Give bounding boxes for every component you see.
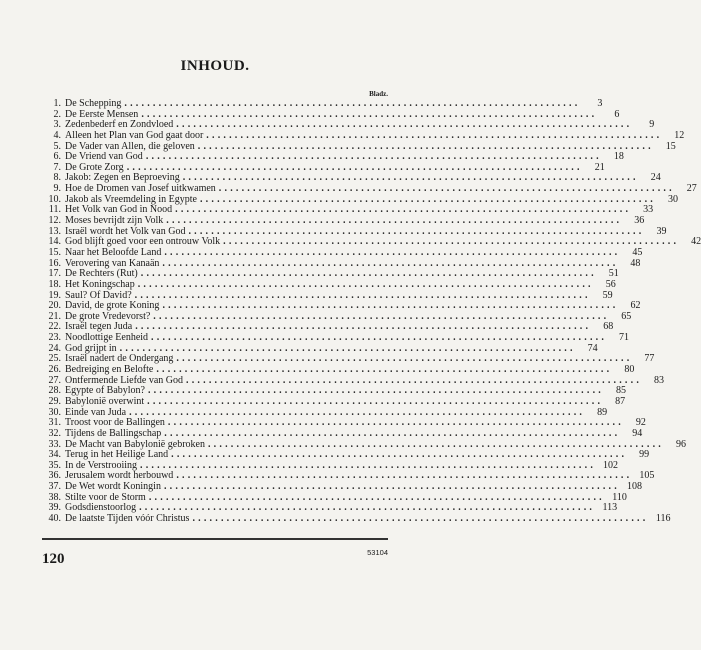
- toc-entry-number: 8.: [53, 172, 61, 184]
- toc-entry-page: 110: [612, 491, 627, 503]
- dot-leader: ................................................................................: [145, 151, 602, 163]
- dot-leader: ................................................................................: [140, 459, 597, 471]
- toc-entry-number: 18.: [48, 278, 61, 290]
- toc-entry-number: 19.: [48, 289, 61, 301]
- toc-entry-page: 27: [686, 183, 697, 195]
- toc-entry-page: 33: [643, 204, 654, 216]
- toc-entry-number: 29.: [48, 395, 61, 407]
- dot-leader: ................................................................................: [141, 108, 598, 120]
- toc-entry-title: Israël nadert de Ondergang: [65, 353, 174, 365]
- toc-entry-title: De Wet wordt Koningin: [65, 481, 161, 493]
- toc-entry-page: 83: [654, 374, 665, 386]
- toc-entry-page: 59: [602, 289, 613, 301]
- toc-entry-title: De grote Vredevorst?: [65, 310, 151, 322]
- dot-leader: ................................................................................: [166, 215, 623, 227]
- toc-entry-number: 20.: [48, 300, 61, 312]
- toc-entry-number: 35.: [48, 459, 61, 471]
- toc-entry-number: 39.: [48, 502, 61, 514]
- toc-entry-page: 62: [630, 300, 641, 312]
- toc-entry-title: Het Koningschap: [65, 278, 135, 290]
- toc-entry-page: 99: [639, 449, 650, 461]
- toc-entry-page: 94: [632, 427, 643, 439]
- toc-entry-title: De Grote Zorg: [65, 161, 124, 173]
- toc-entry: [42, 278, 616, 291]
- toc-entry-page: 65: [621, 310, 632, 322]
- toc-entry-title: Einde van Juda: [65, 406, 127, 418]
- dot-leader: ................................................................................: [129, 406, 586, 418]
- toc-entry-title: Terug in het Heilige Land: [65, 449, 169, 461]
- toc-entry-page: 96: [675, 438, 686, 450]
- dot-leader: ................................................................................: [163, 481, 620, 493]
- dot-leader: ................................................................................: [148, 491, 605, 503]
- toc-entry-title: Ontfermende Liefde van God: [65, 374, 184, 386]
- toc-entry-title: Stilte voor de Storm: [65, 491, 146, 503]
- dot-leader: ................................................................................: [156, 364, 613, 376]
- table-of-contents: [42, 98, 701, 525]
- toc-entry-title: Moses bevrijdt zijn Volk: [65, 215, 164, 227]
- toc-entry-number: 14.: [48, 236, 61, 248]
- toc-entry-title: Israël wordt het Volk van God: [65, 225, 186, 237]
- toc-entry-title: Babylonië overwint: [65, 395, 145, 407]
- toc-entry-number: 2.: [53, 108, 61, 120]
- dot-leader: ................................................................................: [186, 374, 643, 386]
- dot-leader: ................................................................................: [176, 119, 633, 131]
- toc-entry-page: 89: [597, 406, 608, 418]
- toc-entry-number: 25.: [48, 353, 61, 365]
- toc-entry-number: 15.: [48, 246, 61, 258]
- dot-leader: ................................................................................: [147, 395, 604, 407]
- toc-entry-number: 1.: [53, 98, 61, 109]
- toc-entry-title: Jakob als Vreemdeling in Egypte: [65, 193, 197, 205]
- toc-entry-title: Jakob: Zegen en Beproeving: [65, 172, 180, 184]
- toc-entry-number: 10.: [48, 193, 61, 205]
- toc-entry-page: 102: [603, 459, 619, 471]
- toc-entry-number: 37.: [48, 481, 61, 493]
- toc-entry-page: 77: [644, 353, 655, 365]
- toc-entry-title: De Vriend van God: [65, 151, 143, 163]
- toc-entry-title: Hoe de Dromen van Josef uitkwamen: [65, 183, 216, 195]
- dot-leader: ................................................................................: [124, 98, 581, 109]
- dot-leader: ................................................................................: [151, 332, 608, 344]
- toc-entry-title: Het Volk van God in Nood: [65, 204, 173, 216]
- toc-entry-title: God blijft goed voor een ontrouw Volk: [65, 236, 221, 248]
- toc-entry-number: 21.: [48, 310, 61, 322]
- toc-entry-page: 36: [634, 215, 645, 227]
- toc-entry-title: Egypte of Babylon?: [65, 385, 145, 397]
- toc-entry-number: 38.: [48, 491, 61, 503]
- dot-leader: ................................................................................: [199, 193, 656, 205]
- toc-entry-number: 5.: [53, 140, 61, 152]
- dot-leader: ................................................................................: [176, 353, 633, 365]
- page-column-header: Bladz.: [369, 90, 388, 98]
- toc-entry-page: 116: [655, 512, 671, 524]
- toc-entry-title: Israël tegen Juda: [65, 321, 133, 333]
- dot-leader: ................................................................................: [164, 246, 621, 258]
- toc-entry-title: Verovering van Kanaän: [65, 257, 160, 269]
- toc-entry-page: 74: [587, 342, 598, 354]
- toc-entry-number: 27.: [48, 374, 61, 386]
- toc-entry-title: David, de grote Koning: [65, 300, 160, 312]
- toc-entry-number: 33.: [48, 438, 61, 450]
- toc-entry-page: 108: [626, 481, 642, 493]
- toc-entry-page: 9: [649, 119, 655, 131]
- toc-entry-page: 30: [667, 193, 678, 205]
- toc-entry-title: De Schepping: [65, 98, 122, 109]
- page-number: 120: [42, 551, 65, 567]
- dot-leader: ................................................................................: [175, 204, 632, 216]
- dot-leader: ................................................................................: [223, 236, 680, 248]
- toc-entry-page: 87: [615, 395, 626, 407]
- toc-entry-title: Tijdens de Ballingschap: [65, 427, 162, 439]
- toc-entry-page: 45: [632, 246, 643, 258]
- dot-leader: ................................................................................: [119, 342, 576, 354]
- toc-entry-number: 6.: [53, 151, 61, 163]
- toc-entry-number: 32.: [48, 427, 61, 439]
- print-code: 53104: [367, 548, 388, 557]
- toc-entry-page: 48: [630, 257, 641, 269]
- toc-entry-page: 51: [608, 268, 619, 280]
- toc-entry-title: De Eerste Mensen: [65, 108, 139, 120]
- toc-entry-number: 24.: [48, 342, 61, 354]
- toc-entry-number: 34.: [48, 449, 61, 461]
- toc-entry-page: 68: [603, 321, 614, 333]
- toc-entry-page: 105: [639, 470, 655, 482]
- toc-entry-title: Alleen het Plan van God gaat door: [65, 129, 204, 141]
- toc-entry-page: 42: [691, 236, 701, 248]
- dot-leader: ................................................................................: [192, 512, 649, 524]
- toc-entry-title: In de Verstrooiing: [65, 459, 138, 471]
- toc-entry-title: De Vader van Allen, die geloven: [65, 140, 195, 152]
- toc-entry: [42, 129, 685, 142]
- toc-entry-title: Jerusalem wordt herbouwd: [65, 470, 174, 482]
- toc-entry-title: Saul? Of David?: [65, 289, 132, 301]
- toc-entry-page: 6: [614, 108, 620, 120]
- dot-leader: ................................................................................: [135, 321, 592, 333]
- toc-entry-number: 36.: [48, 470, 61, 482]
- toc-entry-title: God grijpt in: [65, 342, 117, 354]
- toc-entry-page: 3: [597, 98, 603, 109]
- toc-entry-title: De laatste Tijden vóór Christus: [65, 512, 190, 524]
- toc-entry-number: 9.: [53, 183, 61, 195]
- dot-leader: ................................................................................: [139, 502, 596, 514]
- toc-entry-page: 71: [619, 332, 630, 344]
- toc-entry-page: 24: [650, 172, 661, 184]
- toc-entry-title: Godsdienstoorlog: [65, 502, 137, 514]
- toc-entry: [42, 427, 643, 440]
- toc-entry-title: De Macht van Babylonië gebroken: [65, 438, 205, 450]
- toc-entry-page: 92: [635, 417, 646, 429]
- toc-entry-page: 12: [674, 129, 685, 141]
- toc-entry-number: 3.: [53, 119, 61, 131]
- toc-entry-page: 15: [665, 140, 676, 152]
- toc-entry-title: Bedreiging en Belofte: [65, 364, 154, 376]
- footer-rule: [42, 538, 388, 540]
- toc-entry-title: Troost voor de Ballingen: [65, 417, 165, 429]
- dot-leader: ................................................................................: [176, 470, 633, 482]
- toc-entry: [42, 512, 671, 525]
- dot-leader: ................................................................................: [197, 140, 654, 152]
- dot-leader: ................................................................................: [137, 278, 594, 290]
- toc-entry-number: 22.: [48, 321, 61, 333]
- dot-leader: ................................................................................: [140, 268, 597, 280]
- toc-entry-number: 7.: [53, 161, 61, 173]
- toc-entry-page: 21: [594, 161, 605, 173]
- toc-entry-page: 39: [656, 225, 667, 237]
- toc-entry-title: Noodlottige Eenheid: [65, 332, 149, 344]
- dot-leader: ................................................................................: [153, 310, 610, 322]
- toc-entry: [42, 246, 643, 259]
- dot-leader: ................................................................................: [162, 300, 619, 312]
- toc-entry-number: 23.: [48, 332, 61, 344]
- dot-leader: ................................................................................: [207, 438, 664, 450]
- toc-entry-title: Naar het Beloofde Land: [65, 246, 162, 258]
- toc-entry-title: De Rechters (Rut): [65, 268, 138, 280]
- toc-entry-number: 31.: [48, 417, 61, 429]
- dot-leader: ................................................................................: [182, 172, 639, 184]
- dot-leader: ................................................................................: [126, 161, 583, 173]
- toc-entry-number: 11.: [48, 204, 61, 216]
- dot-leader: ................................................................................: [147, 385, 604, 397]
- toc-entry-number: 17.: [48, 268, 61, 280]
- toc-entry-page: 80: [624, 364, 635, 376]
- toc-entry-number: 26.: [48, 364, 61, 376]
- dot-leader: ................................................................................: [171, 449, 628, 461]
- dot-leader: ................................................................................: [134, 289, 591, 301]
- dot-leader: ................................................................................: [188, 225, 645, 237]
- toc-entry-number: 28.: [48, 385, 61, 397]
- toc-entry-page: 18: [613, 151, 624, 163]
- toc-entry-number: 12.: [48, 215, 61, 227]
- toc-entry-number: 40.: [48, 512, 61, 524]
- page-title: INHOUD.: [180, 58, 250, 74]
- toc-entry-number: 4.: [53, 129, 61, 141]
- toc-entry-page: 85: [615, 385, 626, 397]
- dot-leader: ................................................................................: [206, 129, 663, 141]
- dot-leader: ................................................................................: [162, 257, 619, 269]
- toc-entry-page: 113: [602, 502, 618, 514]
- dot-leader: ................................................................................: [167, 417, 624, 429]
- toc-entry-number: 13.: [48, 225, 61, 237]
- toc-entry-number: 30.: [48, 406, 61, 418]
- toc-entry-number: 16.: [48, 257, 61, 269]
- dot-leader: ................................................................................: [164, 427, 621, 439]
- toc-entry-page: 56: [605, 278, 616, 290]
- dot-leader: ................................................................................: [218, 183, 675, 195]
- toc-entry: [42, 395, 626, 408]
- toc-entry-title: Zedenbederf en Zondvloed: [65, 119, 174, 131]
